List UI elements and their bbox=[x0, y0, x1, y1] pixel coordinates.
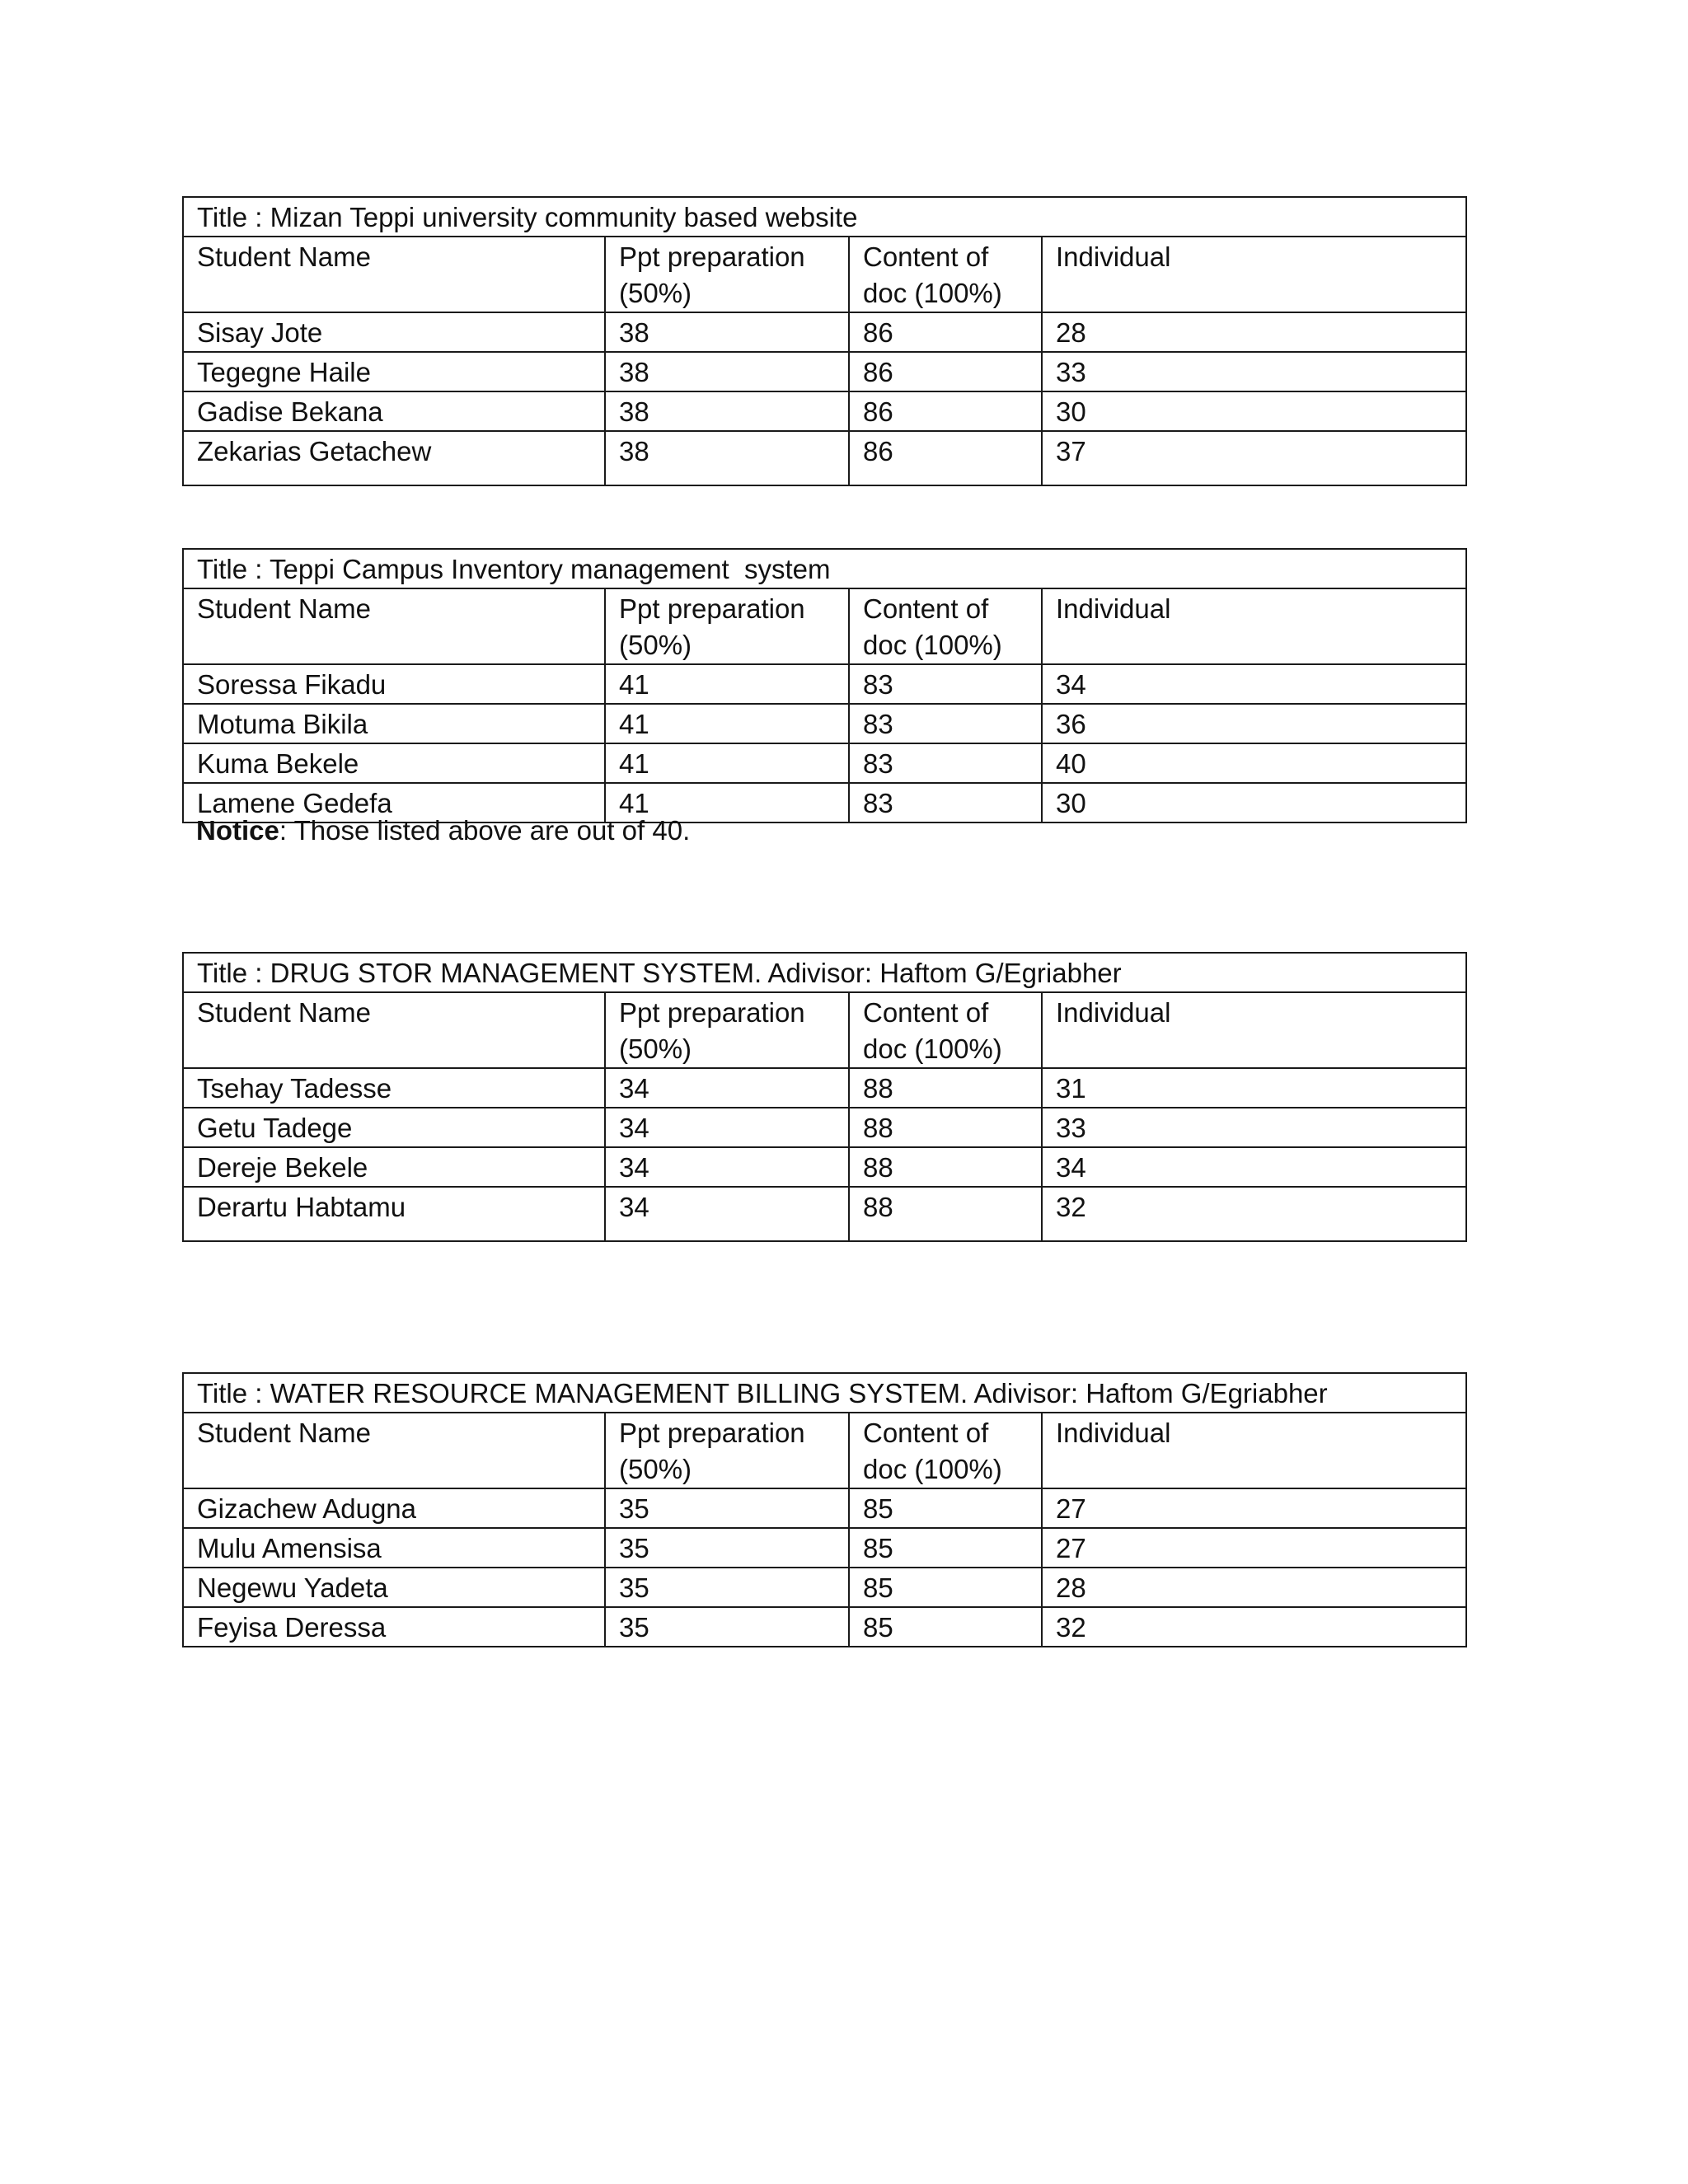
cell-student-name: Derartu Habtamu bbox=[183, 1187, 605, 1241]
cell-student-name: Mulu Amensisa bbox=[183, 1528, 605, 1568]
cell-ppt: 38 bbox=[605, 312, 849, 352]
cell-student-name: Gizachew Adugna bbox=[183, 1488, 605, 1528]
table-title-row bbox=[183, 1373, 1466, 1413]
cell-content: 86 bbox=[849, 352, 1042, 391]
cell-student-name: Lamene Gedefa bbox=[183, 783, 605, 823]
cell-individual: 34 bbox=[1042, 1147, 1466, 1187]
cell-ppt: 41 bbox=[605, 664, 849, 704]
header-individual: Individual bbox=[1042, 588, 1466, 664]
cell-ppt: 35 bbox=[605, 1607, 849, 1647]
header-ppt-line1: Ppt preparation bbox=[619, 997, 805, 1028]
table-title: Title : WATER RESOURCE MANAGEMENT BILLING SYSTEM. Adivisor: Haftom G/Egriabher bbox=[183, 1373, 1466, 1413]
header-content-line2: doc (100%) bbox=[863, 1454, 1002, 1484]
cell-student-name: Tsehay Tadesse bbox=[183, 1068, 605, 1108]
header-content-of-doc bbox=[849, 588, 1042, 664]
score-table-water-billing bbox=[182, 1372, 1467, 1647]
cell-individual: 31 bbox=[1042, 1068, 1466, 1108]
header-content-line2: doc (100%) bbox=[863, 278, 1002, 308]
cell-individual: 40 bbox=[1042, 743, 1466, 783]
header-content-line1: Content of bbox=[863, 1418, 989, 1448]
table-row bbox=[183, 431, 1466, 485]
table-row bbox=[183, 1488, 1466, 1528]
cell-individual: 33 bbox=[1042, 1108, 1466, 1147]
header-ppt-line1: Ppt preparation bbox=[619, 1418, 805, 1448]
header-ppt-line1: Ppt preparation bbox=[619, 241, 805, 272]
cell-student-name: Tegegne Haile bbox=[183, 352, 605, 391]
cell-ppt: 35 bbox=[605, 1528, 849, 1568]
cell-student-name: Soressa Fikadu bbox=[183, 664, 605, 704]
header-student-name: Student Name bbox=[183, 1413, 605, 1488]
cell-student-name: Negewu Yadeta bbox=[183, 1568, 605, 1607]
header-ppt-line1: Ppt preparation bbox=[619, 593, 805, 624]
cell-student-name: Kuma Bekele bbox=[183, 743, 605, 783]
header-student-name: Student Name bbox=[183, 992, 605, 1068]
cell-content: 86 bbox=[849, 391, 1042, 431]
cell-individual: 32 bbox=[1042, 1607, 1466, 1647]
cell-ppt: 38 bbox=[605, 391, 849, 431]
header-ppt-line2: (50%) bbox=[619, 278, 692, 308]
header-individual: Individual bbox=[1042, 992, 1466, 1068]
header-ppt-line2: (50%) bbox=[619, 1454, 692, 1484]
cell-individual: 27 bbox=[1042, 1528, 1466, 1568]
table-row bbox=[183, 743, 1466, 783]
cell-student-name: Feyisa Deressa bbox=[183, 1607, 605, 1647]
table-row bbox=[183, 1528, 1466, 1568]
cell-individual: 32 bbox=[1042, 1187, 1466, 1241]
cell-content: 83 bbox=[849, 664, 1042, 704]
table-title: Title : Teppi Campus Inventory management system bbox=[183, 549, 1466, 588]
cell-ppt: 38 bbox=[605, 431, 849, 485]
score-table-mizan-teppi-website bbox=[182, 196, 1467, 486]
table-row bbox=[183, 1187, 1466, 1241]
cell-ppt: 41 bbox=[605, 743, 849, 783]
table-header-row bbox=[183, 588, 1466, 664]
table-row bbox=[183, 1147, 1466, 1187]
table-header-row bbox=[183, 992, 1466, 1068]
cell-ppt: 35 bbox=[605, 1488, 849, 1528]
cell-individual: 30 bbox=[1042, 783, 1466, 823]
cell-ppt: 35 bbox=[605, 1568, 849, 1607]
cell-student-name: Zekarias Getachew bbox=[183, 431, 605, 485]
cell-ppt: 34 bbox=[605, 1068, 849, 1108]
table-row bbox=[183, 312, 1466, 352]
cell-individual: 36 bbox=[1042, 704, 1466, 743]
cell-content: 83 bbox=[849, 743, 1042, 783]
cell-individual: 33 bbox=[1042, 352, 1466, 391]
table-row bbox=[183, 391, 1466, 431]
header-content-of-doc bbox=[849, 1413, 1042, 1488]
header-content-of-doc bbox=[849, 992, 1042, 1068]
cell-content: 85 bbox=[849, 1568, 1042, 1607]
header-ppt-preparation bbox=[605, 237, 849, 312]
cell-individual: 37 bbox=[1042, 431, 1466, 485]
cell-ppt: 34 bbox=[605, 1147, 849, 1187]
header-content-line1: Content of bbox=[863, 241, 989, 272]
header-content-line2: doc (100%) bbox=[863, 1033, 1002, 1064]
header-individual: Individual bbox=[1042, 237, 1466, 312]
cell-content: 88 bbox=[849, 1068, 1042, 1108]
table-row bbox=[183, 352, 1466, 391]
table-title: Title : DRUG STOR MANAGEMENT SYSTEM. Adivisor: Haftom G/Egriabher bbox=[183, 953, 1466, 992]
cell-individual: 28 bbox=[1042, 312, 1466, 352]
table-row bbox=[183, 664, 1466, 704]
cell-content: 85 bbox=[849, 1528, 1042, 1568]
cell-content: 83 bbox=[849, 783, 1042, 823]
header-ppt-preparation bbox=[605, 588, 849, 664]
table-row bbox=[183, 1068, 1466, 1108]
cell-individual: 27 bbox=[1042, 1488, 1466, 1528]
header-content-line2: doc (100%) bbox=[863, 630, 1002, 660]
table-row bbox=[183, 1607, 1466, 1647]
table-title-row bbox=[183, 953, 1466, 992]
header-ppt-preparation bbox=[605, 992, 849, 1068]
table-row bbox=[183, 1568, 1466, 1607]
cell-content: 85 bbox=[849, 1488, 1042, 1528]
cell-ppt: 34 bbox=[605, 1108, 849, 1147]
header-content-line1: Content of bbox=[863, 593, 989, 624]
cell-student-name: Getu Tadege bbox=[183, 1108, 605, 1147]
cell-student-name: Motuma Bikila bbox=[183, 704, 605, 743]
table-title-row bbox=[183, 197, 1466, 237]
cell-content: 88 bbox=[849, 1147, 1042, 1187]
table-header-row bbox=[183, 1413, 1466, 1488]
notice-label: Notice bbox=[196, 815, 279, 846]
score-table-drug-store bbox=[182, 952, 1467, 1242]
header-ppt-line2: (50%) bbox=[619, 1033, 692, 1064]
notice-body: : Those listed above are out of 40. bbox=[279, 815, 691, 846]
cell-content: 88 bbox=[849, 1108, 1042, 1147]
cell-content: 86 bbox=[849, 312, 1042, 352]
header-student-name: Student Name bbox=[183, 588, 605, 664]
cell-ppt: 41 bbox=[605, 704, 849, 743]
cell-content: 86 bbox=[849, 431, 1042, 485]
score-table-teppi-inventory bbox=[182, 548, 1467, 823]
cell-content: 88 bbox=[849, 1187, 1042, 1241]
header-ppt-preparation bbox=[605, 1413, 849, 1488]
table-title-row bbox=[183, 549, 1466, 588]
header-ppt-line2: (50%) bbox=[619, 630, 692, 660]
table-row bbox=[183, 1108, 1466, 1147]
cell-student-name: Sisay Jote bbox=[183, 312, 605, 352]
table-title: Title : Mizan Teppi university community based website bbox=[183, 197, 1466, 237]
cell-individual: 28 bbox=[1042, 1568, 1466, 1607]
header-individual: Individual bbox=[1042, 1413, 1466, 1488]
cell-individual: 30 bbox=[1042, 391, 1466, 431]
cell-student-name: Dereje Bekele bbox=[183, 1147, 605, 1187]
cell-ppt: 41 bbox=[605, 783, 849, 823]
cell-ppt: 34 bbox=[605, 1187, 849, 1241]
header-content-of-doc bbox=[849, 237, 1042, 312]
header-content-line1: Content of bbox=[863, 997, 989, 1028]
cell-student-name: Gadise Bekana bbox=[183, 391, 605, 431]
cell-individual: 34 bbox=[1042, 664, 1466, 704]
header-student-name: Student Name bbox=[183, 237, 605, 312]
table-header-row bbox=[183, 237, 1466, 312]
cell-ppt: 38 bbox=[605, 352, 849, 391]
notice-text bbox=[196, 813, 690, 849]
cell-content: 85 bbox=[849, 1607, 1042, 1647]
table-row bbox=[183, 704, 1466, 743]
cell-content: 83 bbox=[849, 704, 1042, 743]
